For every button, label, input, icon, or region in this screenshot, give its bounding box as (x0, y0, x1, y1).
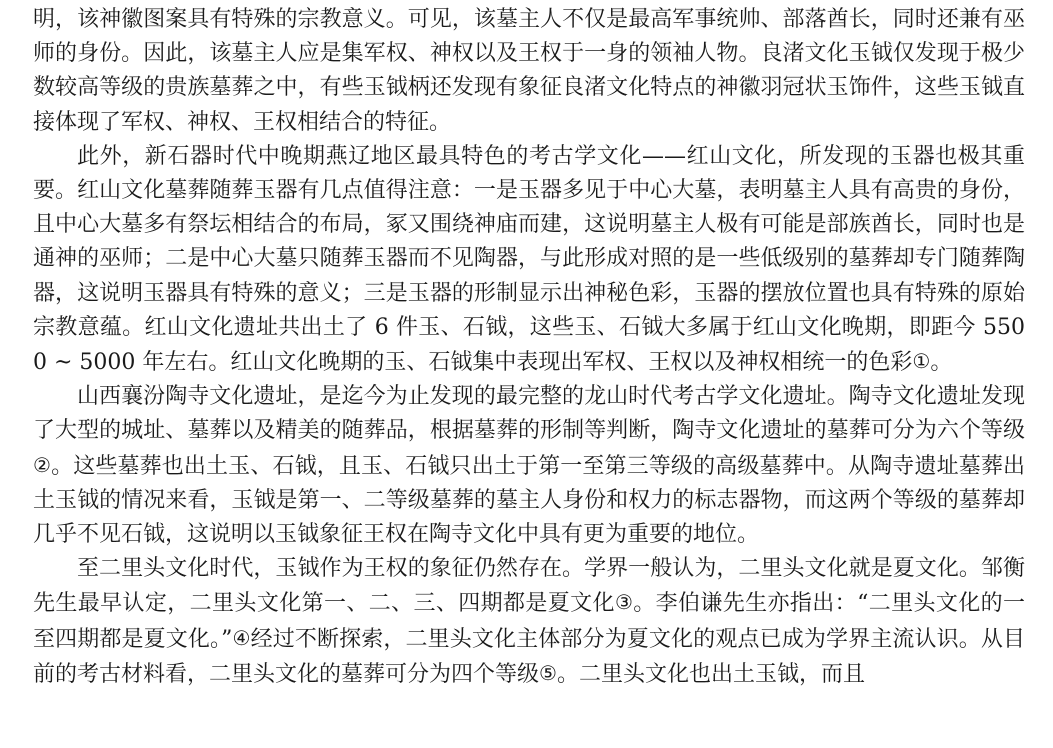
paragraph-text: 经过不断探索，二里头文化主体部分为夏文化的观点已成为学界主流认识。从目前的考古材料看，二里头文化的墓葬可分为四个等级 (33, 626, 1025, 687)
paragraph-text: 。这些墓葬也出土玉、石钺，且玉、石钺只出土于第一至第三等级的高级墓葬中。从陶寺遗址墓葬出土玉钺的情况来看，玉钺是第一、二等级墓葬的墓主人身份和权力的标志器物，而这两个等级的墓葬却几乎不见石钺，这说明以玉钺象征王权在陶寺文化中具有更为重要的地位。 (33, 453, 1025, 548)
footnote-marker: ④ (232, 625, 251, 650)
paragraph-text: 此外，新石器时代中晚期燕辽地区最具特色的考古学文化——红山文化，所发现的玉器也极其重要。红山文化墓葬随葬玉器有几点值得注意：一是玉器多见于中心大墓，表明墓主人具有高贵的身份，且中心大墓多有祭坛相结合的布局，冢又围绕神庙而建，这说明墓主人极有可能是部族酋长，同时也是通神的巫师；二是中心大墓只随葬玉器而不见陶器，与此形成对照的是一些低级别的墓葬却专门随葬陶器，这说明玉器具有特殊的意义；三是玉器的形制显示出神秘色彩，玉器的摆放位置也具有特殊的原始宗教意蕴。红山文化遗址共出土了 6 件玉、石钺，这些玉、石钺大多属于红山文化晚期，即距今 5500 ~ 5000 年左右。红山文化晚期的玉、石钺集中表现出军权、王权以及神权相统一的色彩 (33, 143, 1025, 376)
paragraph-text: 。 (930, 350, 953, 376)
paragraph-text: 明，该神徽图案具有特殊的宗教意义。可见，该墓主人不仅是最高军事统帅、部落酋长，同时还兼有巫师的身份。因此，该墓主人应是集军权、神权以及王权于一身的领袖人物。良渚文化玉钺仅发现于极少数较高等级的贵族墓葬之中，有些玉钺柄还发现有象征良渚文化特点的神徽羽冠状玉饰件，这些玉钺直接体现了军权、神权、王权相结合的特征。 (33, 7, 1025, 135)
paragraph-text: 至二里头文化时代，玉钺作为王权的象征仍然存在。学界一般认为，二里头文化就是夏文化。邹衡先生最早认定，二里头文化第一、二、三、四期都是夏文化 (33, 556, 1025, 617)
paragraph-text: 。二里头文化也出土玉钺，而且 (556, 661, 865, 687)
footnote-marker: ③ (614, 590, 634, 615)
document-page (33, 0, 1025, 748)
paragraph (33, 380, 1025, 552)
footnote-marker: ⑤ (539, 660, 557, 685)
paragraph (33, 552, 1025, 692)
paragraph (33, 140, 1025, 380)
paragraph-text: 。李伯谦先生亦指出：“二里头文化的一至四期都是夏文化。” (33, 591, 1025, 652)
paragraph-text: 山西襄汾陶寺文化遗址，是迄今为止发现的最完整的龙山时代考古学文化遗址。陶寺文化遗址发现了大型的城址、墓葬以及精美的随葬品，根据墓葬的形制等判断，陶寺文化遗址的墓葬可分为六个等级 (33, 384, 1025, 444)
footnote-marker: ① (912, 349, 931, 374)
footnote-marker: ② (33, 452, 52, 477)
paragraph (33, 3, 1025, 140)
